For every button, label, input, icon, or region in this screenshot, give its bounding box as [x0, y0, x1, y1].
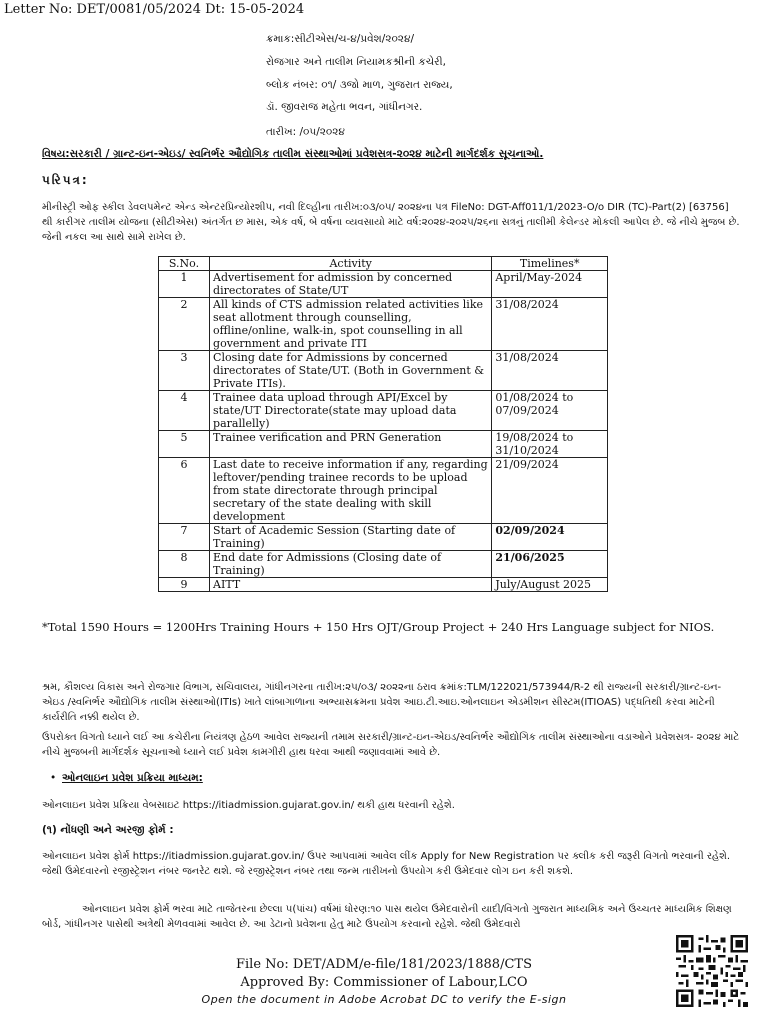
table-row [159, 351, 608, 391]
intro-paragraph: મીનીસ્ટ્રી ઓફ સ્કીલ ડેવલપમેન્ટ એન્ડ એન્ટરપ્રિન્યોરશીપ, નવી દિલ્હીના તારીખ:૦૩/૦૫/ ૨૦૨૪ના પત્ર FileNo: DGT-Aff011/1/2023-O/o DIR (TC)-Part(2) [63756] થી કારીગર તાલીમ યોજના (સીટીએસ) અંતર્ગત છ માસ, એક વર્ષ, બે વર્ષના વ્યવસાયો માટે વર્ષ:૨૦૨૪-૨૦૨૫/૨૬ના સત્રનું તાલીમી કેલેન્ડર મોકલી આપેલ છે. જે નીચે મુજબ છે. જેની નકલ આ સાથે સામે રાખેલ છે. [42, 202, 740, 243]
row-activity: Closing date for Admissions by concerned directorates of State/UT. (Both in Government & Private ITIs). [210, 351, 492, 391]
row-activity: Advertisement for admission by concerned directorates of State/UT [210, 271, 492, 298]
footer-file-number [0, 957, 768, 972]
table-row [159, 431, 608, 458]
row-timeline: 01/08/2024 to 07/09/2024 [492, 391, 608, 431]
circular-heading: પરિપત્ર: [42, 173, 89, 187]
registration-section-heading: (૧) નોંધણી અને અરજી ફોર્મ : [42, 824, 174, 836]
address-line-building: ડૉ. જીવરાજ મહેતા ભવન, ગાંધીનગર. [266, 101, 423, 113]
row-timeline: 21/09/2024 [492, 458, 608, 524]
header-activity: Activity [210, 257, 492, 271]
footer-verify-note [0, 993, 768, 1006]
table-row [159, 391, 608, 431]
row-sno: 1 [159, 271, 210, 298]
address-line-reference: ક્રમાક:સીટીએસ/ચ-૪/પ્રવેશ/૨૦૨૪/ [266, 33, 415, 45]
table-row [159, 578, 608, 592]
table-row [159, 524, 608, 551]
row-timeline: 21/06/2025 [492, 551, 608, 578]
subject-line: વિષય:સરકારી / ગ્રાન્ટ-ઇન-એઇડ/ સ્વનિર્ભર ઔદ્યોગિક તાલીમ સંસ્થાઓમાં પ્રવેશસત્ર-૨૦૨૪ માટેની માર્ગદર્શક સૂચનાઓ. [42, 148, 544, 160]
row-sno: 8 [159, 551, 210, 578]
address-line-date: તારીખ: /૦૫/૨૦૨૪ [266, 126, 345, 138]
row-timeline: 31/08/2024 [492, 298, 608, 351]
address-line-office: રોજગાર અને તાલીમ નિયામકશ્રીની કચેરી, [266, 56, 446, 68]
eligibility-paragraph: ઓનલાઇન પ્રવેશ ફોર્મ ભરવા માટે તાજેતરના છેલ્લા ૫(પાંચ) વર્ષમાં ધોરણ:૧૦ પાસ થયેલ ઉમેદવારોની યાદી/વિગતો ગુજરાત માધ્યમિક અને ઉચ્ચતર માધ્યમિક શિક્ષણ બોર્ડ, ગાંધીનગર પાસેથી અત્રેથી મેળવવામાં આવેલ છે. આ ડેટાનો પ્રવેશના હેતુ માટે ઉપયોગ કરવાનો રહેશે. જેથી ઉમેદવારો [42, 904, 732, 930]
row-timeline: 02/09/2024 [492, 524, 608, 551]
total-hours-note: *Total 1590 Hours = 1200Hrs Training Hours + 150 Hrs OJT/Group Project + 240 Hrs Language subject for NIOS. [42, 620, 715, 634]
row-activity: End date for Admissions (Closing date of Training) [210, 551, 492, 578]
file-number-text: File No: DET/ADM/e-file/181/2023/1888/CTS [236, 957, 532, 972]
row-sno: 7 [159, 524, 210, 551]
training-calendar-table [158, 256, 608, 592]
row-activity: AITT [210, 578, 492, 592]
row-sno: 9 [159, 578, 210, 592]
instructions-paragraph: ઉપરોક્ત વિગતો ધ્યાને લઈ આ કચેરીના નિયંત્રણ હેઠળ આવેલ રાજ્યની તમામ સરકારી/ગ્રાન્ટ-ઇન-એઇડ/સ્વનિર્ભર ઔદ્યોગિક તાલીમ સંસ્થાઓના વડાઓને પ્રવેશસત્ર- ૨૦૨૪ માટે નીચે મુજબની માર્ગદર્શક સૂચનાઓ ધ્યાને લઈ પ્રવેશ કામગીરી હાથ ધરવા આથી જણાવવામાં આવે છે. [42, 732, 740, 758]
row-sno: 3 [159, 351, 210, 391]
row-sno: 5 [159, 431, 210, 458]
row-activity: Trainee verification and PRN Generation [210, 431, 492, 458]
table-row [159, 458, 608, 524]
row-timeline: July/August 2025 [492, 578, 608, 592]
table-row [159, 298, 608, 351]
row-sno: 6 [159, 458, 210, 524]
approved-by-text: Approved By: Commissioner of Labour,LCO [240, 975, 528, 990]
website-paragraph: ઓનલાઇન પ્રવેશ પ્રક્રિયા વેબસાઇટ https://itiadmission.gujarat.gov.in/ થકી હાથ ધરવાની રહેશે. [42, 800, 455, 811]
row-activity: Start of Academic Session (Starting date of Training) [210, 524, 492, 551]
table-row [159, 551, 608, 578]
verify-note-text: Open the document in Adobe Acrobat DC to verify the E-sign [201, 993, 567, 1006]
address-line-block: બ્લોક નંબર: ૦૧/ ૩જો માળ, ગુજરાત રાજ્ય, [266, 79, 453, 91]
table-row [159, 271, 608, 298]
header-sno: S.No. [159, 257, 210, 271]
registration-paragraph: ઓનલાઇન પ્રવેશ ફોર્મ https://itiadmission.gujarat.gov.in/ ઉપર આપવામાં આવેલ લીંક Apply for New Registration પર ક્લીક કરી જરૂરી વિગતો ભરવાની રહેશે. જેથી ઉમેદવારનો રજીસ્ટ્રેશન નંબર જનરેટ થશે. જે રજીસ્ટ્રેશન નંબર તથા જન્મ તારીખનો ઉપયોગ કરી ઉમેદવાર લોગ ઇન કરી શકશે. [42, 851, 731, 877]
resolution-paragraph: શ્રમ, કૌશલ્ય વિકાસ અને રોજગાર વિભાગ, સચિવાલય, ગાંધીનગરના તારીખ:૨૫/૦૩/ ૨૦૨૨ના ઠરાવ ક્રમાંક:TLM/122021/573944/R-2 થી રાજ્યની સરકારી/ગ્રાન્ટ-ઇન-એઇડ /સ્વનિર્ભર ઔદ્યોગિક તાલીમ સંસ્થાઓ(ITIs) ખાતે લાંબાગાળાના અભ્યાસક્રમના પ્રવેશ આઇ.ટી.આઇ.ઓનલાઇન એડમીશન સીસ્ટમ(ITIOAS) પદ્ધતિથી કરવા માટેની કાર્યરીતિ નક્કી થયેલ છે. [42, 682, 722, 723]
row-timeline: 31/08/2024 [492, 351, 608, 391]
online-admission-heading: ઓનલાઇન પ્રવેશ પ્રક્રિયા માધ્યમ: [62, 772, 203, 784]
row-sno: 2 [159, 298, 210, 351]
row-activity: All kinds of CTS admission related activities like seat allotment through counselling, offline/online, walk-in, spot counselling in all government and private ITI [210, 298, 492, 351]
qr-code-icon [676, 935, 748, 1007]
letter-number-header: Letter No: DET/0081/05/2024 Dt: 15-05-2024 [4, 2, 305, 17]
row-activity: Last date to receive information if any, regarding leftover/pending trainee records to be upload from state directorate through principal secretary of the state dealing with skill development [210, 458, 492, 524]
header-timelines: Timelines* [492, 257, 608, 271]
row-timeline: 19/08/2024 to 31/10/2024 [492, 431, 608, 458]
bullet-icon: • [50, 772, 57, 784]
row-timeline: April/May-2024 [492, 271, 608, 298]
row-activity: Trainee data upload through API/Excel by state/UT Directorate(state may upload data parallelly) [210, 391, 492, 431]
footer-approved-by [0, 975, 768, 990]
table-header-row [159, 257, 608, 271]
row-sno: 4 [159, 391, 210, 431]
